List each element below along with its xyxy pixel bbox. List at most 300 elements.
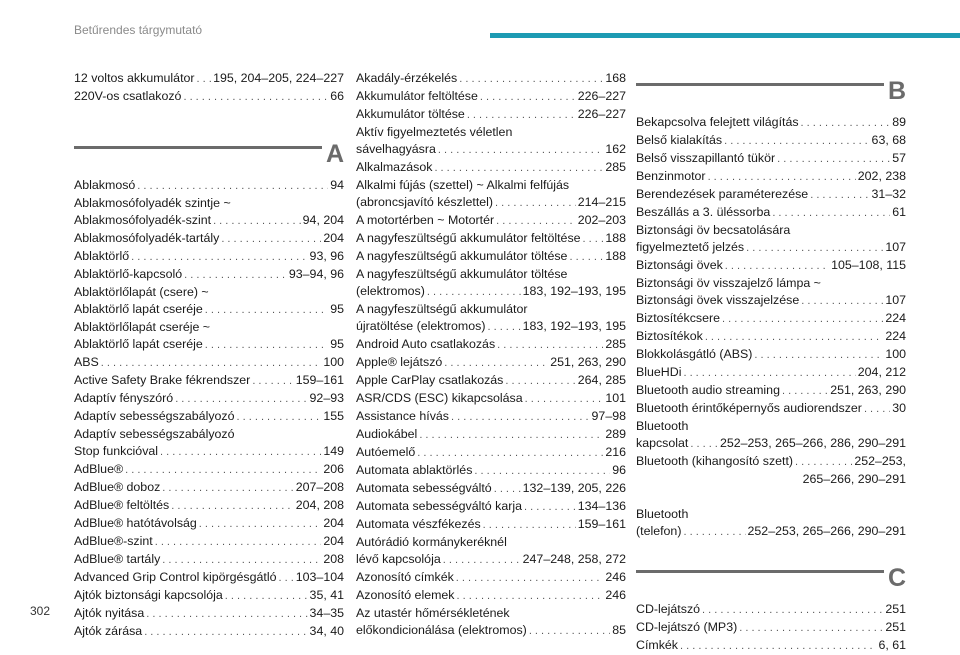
index-entry-heading: Az utastér hőmérsékletének <box>356 606 510 620</box>
index-entry <box>636 453 906 471</box>
section-letter: B <box>887 77 906 105</box>
leader-dots <box>279 570 294 587</box>
index-entry-term: Ablakmosófolyadék-szint <box>74 213 212 227</box>
leader-dots <box>583 231 604 248</box>
leader-dots <box>456 570 604 587</box>
index-entry-pages: 94 <box>330 178 344 192</box>
index-entry <box>356 390 626 408</box>
leader-dots <box>810 187 869 204</box>
index-entry-pages: 105–108, 115 <box>831 258 906 272</box>
index-entry-pages: 251 <box>885 602 906 616</box>
index-entry-term: Ablaktörlő lapát cseréje <box>74 302 203 316</box>
index-entry-term: Akkumulátor töltése <box>356 107 465 121</box>
index-column-2 <box>356 70 626 640</box>
index-entry <box>356 480 626 498</box>
leader-dots <box>772 205 890 222</box>
index-entry <box>356 88 626 106</box>
spacer <box>636 488 906 506</box>
index-entry-pages: 100 <box>885 347 906 361</box>
index-entry <box>356 283 626 301</box>
leader-dots <box>459 71 603 88</box>
leader-dots <box>171 498 294 515</box>
index-entry-heading: Ablakmosófolyadék szintje ~ <box>74 196 231 210</box>
leader-dots <box>754 347 883 364</box>
leader-dots <box>427 284 521 301</box>
index-entry <box>74 301 344 319</box>
leader-dots <box>467 107 576 124</box>
index-entry-term: AdBlue®-szint <box>74 534 153 548</box>
index-entry-pages: 35, 41 <box>309 588 344 602</box>
index-entry-pages: 89 <box>892 115 906 129</box>
index-entry <box>636 523 906 541</box>
index-entry-term: Automata sebességváltó karja <box>356 499 522 513</box>
index-entry-term: ASR/CDS (ESC) kikapcsolása <box>356 391 523 405</box>
leader-dots <box>101 355 322 372</box>
leader-dots <box>702 602 883 619</box>
index-entry <box>356 498 626 516</box>
index-entry-pages: 132–139, 205, 226 <box>522 481 626 495</box>
index-entry-heading: Adaptív sebességszabályozó <box>74 427 235 441</box>
index-entry-term: Bluetooth (kihangosító szett) <box>636 454 794 468</box>
index-entry-pages: 85 <box>612 623 626 637</box>
leader-dots <box>175 391 307 408</box>
leader-dots <box>722 311 883 328</box>
index-entry-term: Stop funkcióval <box>74 444 159 458</box>
index-entry <box>74 88 344 106</box>
index-entry <box>356 230 626 248</box>
leader-dots <box>237 409 322 426</box>
index-entry-term: Akadály-érzékelés <box>356 71 458 85</box>
index-entry-term: 12 voltos akkumulátor <box>74 71 195 85</box>
index-entry-term: Benzinmotor <box>636 169 706 183</box>
index-entry-term: Adaptív sebességszabályozó <box>74 409 235 423</box>
index-entry-term: Assistance hívás <box>356 409 449 423</box>
index-entry-heading: A nagyfeszültségű akkumulátor <box>356 302 528 316</box>
index-entry <box>74 408 344 426</box>
index-entry-pages: 252–253, <box>854 454 906 468</box>
index-entry <box>74 461 344 479</box>
index-column-1 <box>74 70 344 641</box>
index-entry <box>74 587 344 605</box>
leader-dots <box>162 480 293 497</box>
leader-dots <box>451 409 590 426</box>
leader-dots <box>184 267 287 284</box>
leader-dots <box>569 249 603 266</box>
index-entry-pages: 97–98 <box>591 409 626 423</box>
index-entry-heading: Bluetooth <box>636 419 689 433</box>
leader-dots <box>864 401 890 418</box>
index-entry <box>636 239 906 257</box>
leader-dots <box>496 213 576 230</box>
index-entry-term: A nagyfeszültségű akkumulátor feltöltése <box>356 231 581 245</box>
index-entry-pages: 94, 204 <box>302 213 344 227</box>
leader-dots <box>183 89 328 106</box>
index-entry-term: Ablakmosófolyadék-tartály <box>74 231 220 245</box>
leader-dots <box>746 240 883 257</box>
index-entry <box>636 435 906 453</box>
leader-dots <box>683 365 855 382</box>
index-entry-term: Biztosítékok <box>636 329 703 343</box>
leader-dots <box>205 302 328 319</box>
index-entry-heading: Alkalmi fújás (szettel) ~ Alkalmi felfújás <box>356 178 570 192</box>
index-entry-pages: 206 <box>323 462 344 476</box>
index-entry-pages: 224 <box>885 311 906 325</box>
index-entry <box>356 141 626 159</box>
index-entry <box>74 372 344 390</box>
index-entry-term: Adaptív fényszóró <box>74 391 174 405</box>
index-entry-term: A motortérben ~ Motortér <box>356 213 495 227</box>
index-entry <box>74 266 344 284</box>
leader-dots <box>495 195 576 212</box>
leader-dots <box>252 373 293 390</box>
leader-dots <box>444 355 548 372</box>
page-number: 302 <box>30 604 51 618</box>
index-entry-term: CD-lejátszó (MP3) <box>636 620 738 634</box>
leader-dots <box>213 213 301 230</box>
index-entry-term: 220V-os csatlakozó <box>74 89 182 103</box>
index-entry-pages: 159–161 <box>295 373 344 387</box>
leader-dots <box>225 588 308 605</box>
section-header-b <box>636 76 906 110</box>
index-entry <box>74 212 344 230</box>
index-entry <box>74 336 344 354</box>
index-entry-heading: Biztonsági öv becsatolására <box>636 223 791 237</box>
leader-dots <box>795 454 852 471</box>
index-entry-pages: 207–208 <box>295 480 344 494</box>
leader-dots <box>419 427 603 444</box>
leader-dots <box>125 462 321 479</box>
index-entry-pages: 162 <box>605 142 626 156</box>
index-entry <box>74 605 344 623</box>
index-entry <box>74 390 344 408</box>
index-entry-term: AdBlue® tartály <box>74 552 161 566</box>
index-entry <box>356 354 626 372</box>
index-entry-pages: 183, 192–193, 195 <box>522 319 626 333</box>
index-entry-pages: 202–203 <box>577 213 626 227</box>
index-entry-pages: 31–32 <box>871 187 906 201</box>
leader-dots <box>137 178 328 195</box>
index-entry-term: lévő kapcsolója <box>356 552 441 566</box>
index-entry-term: Alkalmazások <box>356 160 433 174</box>
index-entry-pages: 202, 238 <box>857 169 906 183</box>
index-entry-term: AdBlue® doboz <box>74 480 161 494</box>
index-entry-term: Automata ablaktörlés <box>356 463 473 477</box>
index-entry-pages: 188 <box>605 249 626 263</box>
index-entry-pages: 100 <box>323 355 344 369</box>
index-entry-pages: 34–35 <box>309 606 344 620</box>
index-entry-pages: 246 <box>605 570 626 584</box>
leader-dots <box>680 638 876 655</box>
index-entry-term: Azonosító címkék <box>356 570 454 584</box>
index-column-3 <box>636 70 906 655</box>
index-entry <box>356 408 626 426</box>
leader-dots <box>801 293 883 310</box>
leader-dots <box>160 444 321 461</box>
index-entry-pages: 96 <box>612 463 626 477</box>
index-entry-pages-continued: 265–266, 290–291 <box>802 472 906 486</box>
index-entry <box>356 372 626 390</box>
header-accent-bar <box>490 33 960 38</box>
index-entry-pages: 63, 68 <box>871 133 906 147</box>
leader-dots <box>494 481 521 498</box>
index-entry <box>356 551 626 569</box>
index-entry <box>74 551 344 569</box>
index-entry-pages: 224 <box>885 329 906 343</box>
index-entry <box>356 569 626 587</box>
index-entry-term: Belső visszapillantó tükör <box>636 151 776 165</box>
index-entry-term: Apple CarPlay csatlakozás <box>356 373 504 387</box>
index-entry <box>74 230 344 248</box>
index-entry-term: újratöltése (elektromos) <box>356 319 486 333</box>
index-entry <box>636 168 906 186</box>
leader-dots <box>782 383 828 400</box>
section-header-c <box>636 563 906 597</box>
section-letter: A <box>325 140 344 168</box>
index-entry-pages: 155 <box>323 409 344 423</box>
leader-dots <box>474 463 610 480</box>
index-entry-term: Automata vészfékezés <box>356 517 481 531</box>
index-entry-pages: 92–93 <box>309 391 344 405</box>
index-entry-term: AdBlue® hatótávolság <box>74 516 197 530</box>
leader-dots <box>705 329 884 346</box>
index-entry-pages: 183, 192–193, 195 <box>522 284 626 298</box>
index-entry-term: Ajtók biztonsági kapcsolója <box>74 588 223 602</box>
leader-dots <box>155 534 322 551</box>
leader-dots <box>144 624 307 641</box>
index-entry-term: AdBlue® <box>74 462 124 476</box>
index-entry <box>356 194 626 212</box>
index-entry <box>356 248 626 266</box>
index-entry <box>636 310 906 328</box>
index-entry-pages: 34, 40 <box>309 624 344 638</box>
leader-dots <box>529 623 610 640</box>
index-entry-term: Audiokábel <box>356 427 418 441</box>
index-entry-term: Ablakmosó <box>74 178 136 192</box>
index-entry-heading: A nagyfeszültségű akkumulátor töltése <box>356 267 568 281</box>
index-entry <box>636 619 906 637</box>
index-entry-pages: 247–248, 258, 272 <box>522 552 626 566</box>
index-entry <box>636 328 906 346</box>
leader-dots <box>739 620 883 637</box>
index-entry-term: kapcsolat <box>636 436 689 450</box>
top-entries <box>74 70 344 106</box>
leader-dots <box>708 169 856 186</box>
index-entry <box>356 336 626 354</box>
index-entry <box>356 159 626 177</box>
index-entry-pages: 289 <box>605 427 626 441</box>
index-entry-pages: 101 <box>605 391 626 405</box>
leader-dots <box>205 337 328 354</box>
section-letter: C <box>887 564 906 592</box>
index-entry-pages: 149 <box>323 444 344 458</box>
section-b-entries <box>636 114 906 541</box>
index-entry-heading: Biztonsági öv visszajelző lámpa ~ <box>636 276 821 290</box>
index-entry <box>636 204 906 222</box>
index-entry-term: Bluetooth érintőképernyős audiorendszer <box>636 401 862 415</box>
index-entry <box>74 248 344 266</box>
index-entry <box>74 515 344 533</box>
index-entry-pages: 6, 61 <box>878 638 906 652</box>
index-entry-term: Autóemelő <box>356 445 416 459</box>
leader-dots <box>525 391 604 408</box>
index-entry-term: Bekapcsolva felejtett világítás <box>636 115 799 129</box>
index-entry-pages: 246 <box>605 588 626 602</box>
index-entry-heading: Bluetooth <box>636 507 689 521</box>
index-entry-term: Berendezések paraméterezése <box>636 187 809 201</box>
index-entry-term: ABS <box>74 355 99 369</box>
index-entry-pages: 195, 204–205, 224–227 <box>213 71 344 85</box>
index-entry-term: (telefon) <box>636 524 682 538</box>
index-entry-term: Azonosító elemek <box>356 588 455 602</box>
leader-dots <box>131 249 307 266</box>
index-entry <box>636 114 906 132</box>
index-entry-pages: 93–94, 96 <box>288 267 344 281</box>
index-entry-term: Ablaktörlő-kapcsoló <box>74 267 183 281</box>
index-entry-term: Biztosítékcsere <box>636 311 721 325</box>
index-entry <box>74 569 344 587</box>
section-a-continued-entries <box>356 70 626 640</box>
leader-dots <box>443 552 521 569</box>
leader-dots <box>199 516 322 533</box>
index-entry <box>356 587 626 605</box>
index-entry-term: sávelhagyásra <box>356 142 436 156</box>
section-a-entries <box>74 177 344 641</box>
index-entry-heading: Autórádió kormánykeréknél <box>356 535 507 549</box>
index-entry <box>74 479 344 497</box>
leader-dots <box>724 133 869 150</box>
index-entry <box>74 354 344 372</box>
index-entry-term: Bluetooth audio streaming <box>636 383 780 397</box>
index-entry-term: Blokkolásgátló (ABS) <box>636 347 753 361</box>
leader-dots <box>221 231 321 248</box>
index-entry-term: előkondicionálása (elektromos) <box>356 623 527 637</box>
index-entry-term: (abroncsjavító készlettel) <box>356 195 494 209</box>
index-entry-term: Beszállás a 3. üléssorba <box>636 205 771 219</box>
index-entry-pages: 204 <box>323 534 344 548</box>
index-entry <box>636 346 906 364</box>
index-entry <box>74 623 344 641</box>
index-entry-pages: 226–227 <box>577 89 626 103</box>
section-rule <box>636 83 884 86</box>
index-entry-pages: 252–253, 265–266, 286, 290–291 <box>719 436 906 450</box>
index-entry-pages: 285 <box>605 160 626 174</box>
index-entry-pages: 204, 212 <box>857 365 906 379</box>
index-entry-pages: 95 <box>330 337 344 351</box>
index-entry-pages: 66 <box>330 89 344 103</box>
leader-dots <box>162 552 321 569</box>
index-entry-term: (elektromos) <box>356 284 425 298</box>
index-entry <box>636 150 906 168</box>
index-entry <box>356 444 626 462</box>
index-entry-pages: 252–253, 265–266, 290–291 <box>747 524 906 538</box>
index-entry-pages: 226–227 <box>577 107 626 121</box>
index-entry <box>356 106 626 124</box>
leader-dots <box>801 115 891 132</box>
index-entry <box>356 426 626 444</box>
index-entry-term: CD-lejátszó <box>636 602 701 616</box>
leader-dots <box>457 588 604 605</box>
index-entry <box>636 186 906 204</box>
index-entry-pages: 61 <box>892 205 906 219</box>
index-entry-term: Ablaktörlő <box>74 249 130 263</box>
index-entry-pages: 264, 285 <box>577 373 626 387</box>
index-entry-term: Biztonsági övek visszajelzése <box>636 293 800 307</box>
leader-dots <box>505 373 575 390</box>
index-entry-pages: 208 <box>323 552 344 566</box>
index-entry-pages: 216 <box>605 445 626 459</box>
index-entry-term: Ablaktörlő lapát cseréje <box>74 337 203 351</box>
leader-dots <box>683 524 745 541</box>
index-entry-pages: 103–104 <box>295 570 344 584</box>
index-entry-term: Ajtók zárása <box>74 624 143 638</box>
index-entry-pages: 285 <box>605 337 626 351</box>
index-entry <box>356 462 626 480</box>
index-entry-pages: 251, 263, 290 <box>550 355 626 369</box>
index-entry-pages: 251 <box>885 620 906 634</box>
leader-dots <box>777 151 890 168</box>
leader-dots <box>438 142 603 159</box>
index-entry <box>636 400 906 418</box>
index-entry-heading: Ablaktörlőlapát cseréje ~ <box>74 320 211 334</box>
index-entry-pages: 188 <box>605 231 626 245</box>
leader-dots <box>524 499 576 516</box>
index-entry-term: figyelmeztető jelzés <box>636 240 745 254</box>
leader-dots <box>434 160 603 177</box>
index-entry-pages: 204 <box>323 516 344 530</box>
index-entry-pages: 93, 96 <box>309 249 344 263</box>
index-entry-term: Automata sebességváltó <box>356 481 492 495</box>
index-entry-term: Akkumulátor feltöltése <box>356 89 478 103</box>
index-entry <box>74 443 344 461</box>
index-entry <box>74 533 344 551</box>
index-entry-term: Biztonsági övek <box>636 258 723 272</box>
index-entry <box>636 601 906 619</box>
index-entry-pages: 30 <box>892 401 906 415</box>
index-entry <box>356 70 626 88</box>
index-entry <box>356 516 626 534</box>
index-entry-term: Címkék <box>636 638 678 652</box>
section-rule <box>636 570 884 573</box>
index-entry <box>636 132 906 150</box>
index-entry <box>636 292 906 310</box>
section-header-a <box>74 139 344 173</box>
leader-dots <box>480 89 576 106</box>
index-entry-pages: 107 <box>885 293 906 307</box>
index-entry-pages: 57 <box>892 151 906 165</box>
index-entry-term: Apple® lejátszó <box>356 355 443 369</box>
running-header-title: Betűrendes tárgymutató <box>74 23 203 37</box>
leader-dots <box>725 258 829 275</box>
leader-dots <box>487 319 520 336</box>
index-entry-pages: 107 <box>885 240 906 254</box>
index-entry-pages: 159–161 <box>577 517 626 531</box>
index-entry <box>74 70 344 88</box>
index-entry <box>356 622 626 640</box>
index-entry-pages: 204 <box>323 231 344 245</box>
index-entry-term: Belső kialakítás <box>636 133 723 147</box>
index-entry-term: A nagyfeszültségű akkumulátor töltése <box>356 249 568 263</box>
index-entry <box>636 382 906 400</box>
index-entry-term: Ajtók nyitása <box>74 606 145 620</box>
index-entry-pages: 204, 208 <box>295 498 344 512</box>
section-rule <box>74 146 322 149</box>
index-entry-pages: 95 <box>330 302 344 316</box>
index-entry-heading: Ablaktörlőlapát (csere) ~ <box>74 285 209 299</box>
leader-dots <box>146 606 307 623</box>
index-entry-pages: 214–215 <box>577 195 626 209</box>
index-entry-term: Active Safety Brake fékrendszer <box>74 373 251 387</box>
index-entry <box>74 177 344 195</box>
